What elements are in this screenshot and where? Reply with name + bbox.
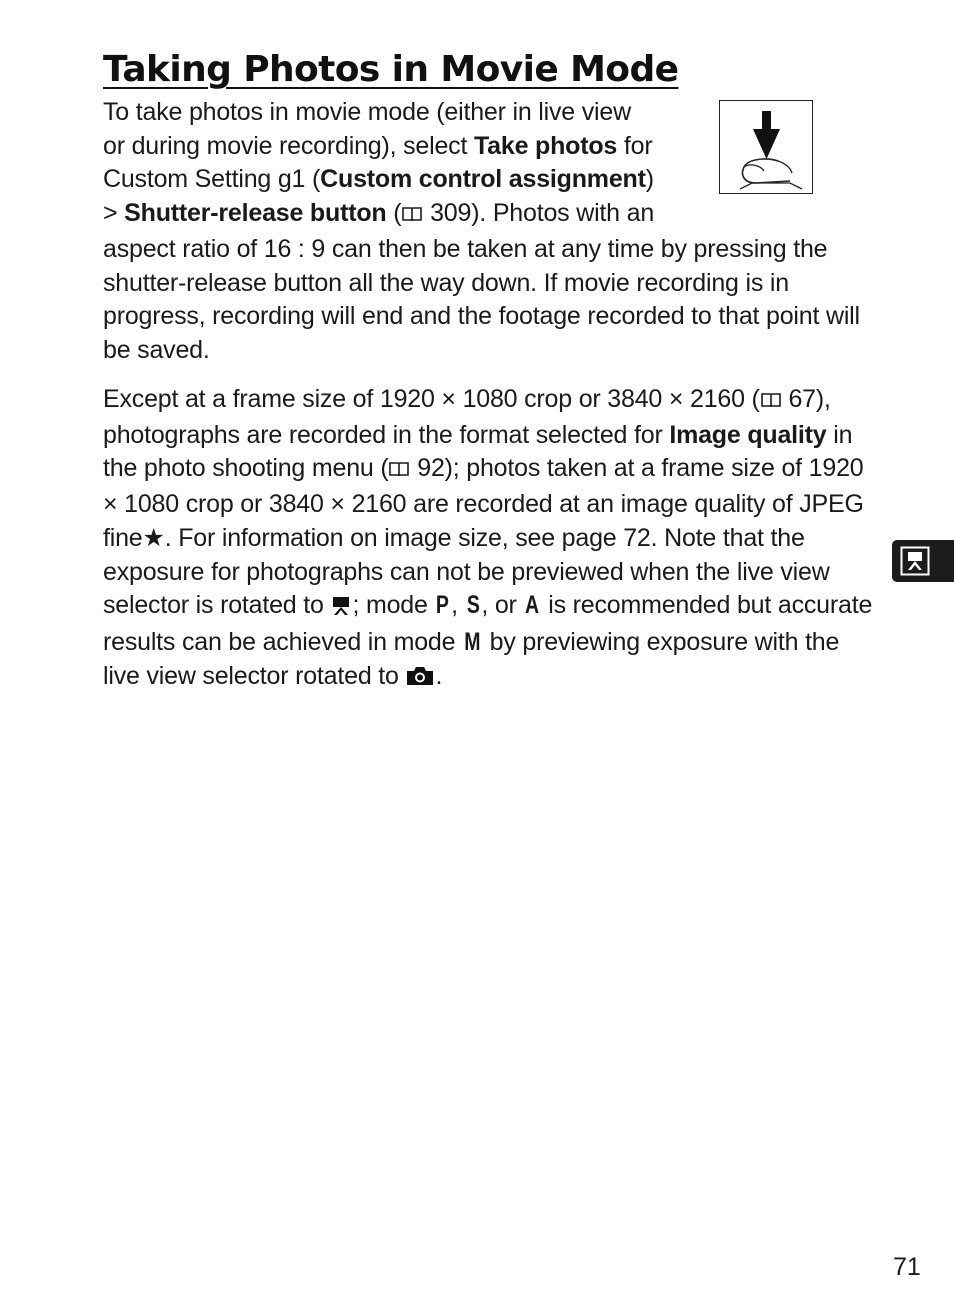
paragraph2-text-7: , or <box>481 591 524 620</box>
custom-control-assignment-option: Custom control assignment <box>320 165 646 194</box>
movie-section-tab[interactable] <box>892 540 954 582</box>
shutter-press-icon <box>720 101 812 193</box>
mode-s-label: S <box>466 591 480 620</box>
paragraph1-text-4: ( <box>386 199 402 228</box>
mode-m-label: M <box>464 627 481 656</box>
page-title: Taking Photos in Movie Mode <box>103 49 679 90</box>
paragraph2-text-6: , <box>451 591 465 620</box>
take-photos-option: Take photos <box>473 131 618 160</box>
movie-camera-icon <box>330 592 352 626</box>
movie-section-tab-icon <box>900 546 930 576</box>
paragraph2-text-3: in the photo shooting menu ( <box>103 420 853 483</box>
paragraph-image-quality <box>103 383 875 696</box>
paragraph2-text-10: . <box>435 661 443 690</box>
paragraph1-text-3: ) > <box>103 165 654 228</box>
paragraph1-text-2: for Custom Setting g1 ( <box>103 131 653 194</box>
book-icon <box>388 454 410 488</box>
image-quality-option: Image quality <box>669 420 827 449</box>
paragraph2-text-9: by previewing exposure with the live view selector rotated to <box>103 627 840 690</box>
paragraph2-text-5: ; mode <box>352 591 435 620</box>
page-reference-67[interactable]: 67 <box>788 385 816 413</box>
shutter-release-button-option: Shutter-release button <box>124 199 387 228</box>
page-reference-309[interactable]: 309 <box>430 199 472 228</box>
page-reference-92[interactable]: 92 <box>417 454 445 483</box>
paragraph1-text-1: To take photos in movie mode (either in live view or during movie recording), select <box>103 98 631 160</box>
paragraph2-text-4: ); photos taken at a frame size of 1920 × 1080 crop or 3840 × 2160 are recorded at an image quality of JPEG fine★. For information on image size, see page 72. Note that the exposure for photographs can not be previewed when the live view selector is rotated to <box>103 454 864 620</box>
paragraph2-text-2: ), photographs are recorded in the format selected for <box>103 385 831 449</box>
paragraph1-text-5: ). Photos with an aspect ratio of 16 : 9 can then be taken at any time by pressing the shutter-release button all the way down. If movie recording is in progress, recording will end and the footage recorded to that point will be saved. <box>103 199 860 364</box>
mode-a-label: A <box>525 591 540 620</box>
camera-icon <box>405 663 435 697</box>
paragraph2-text-1: Except at a frame size of 1920 × 1080 crop or 3840 × 2160 ( <box>103 385 760 413</box>
paragraph-take-photos <box>103 96 873 368</box>
book-icon <box>760 385 782 419</box>
book-icon <box>401 199 423 233</box>
mode-p-label: P <box>436 591 450 620</box>
shutter-press-figure <box>719 100 813 194</box>
paragraph2-text-8: is recommended but accurate results can be achieved in mode <box>103 591 873 656</box>
page-number: 71 <box>893 1253 921 1281</box>
